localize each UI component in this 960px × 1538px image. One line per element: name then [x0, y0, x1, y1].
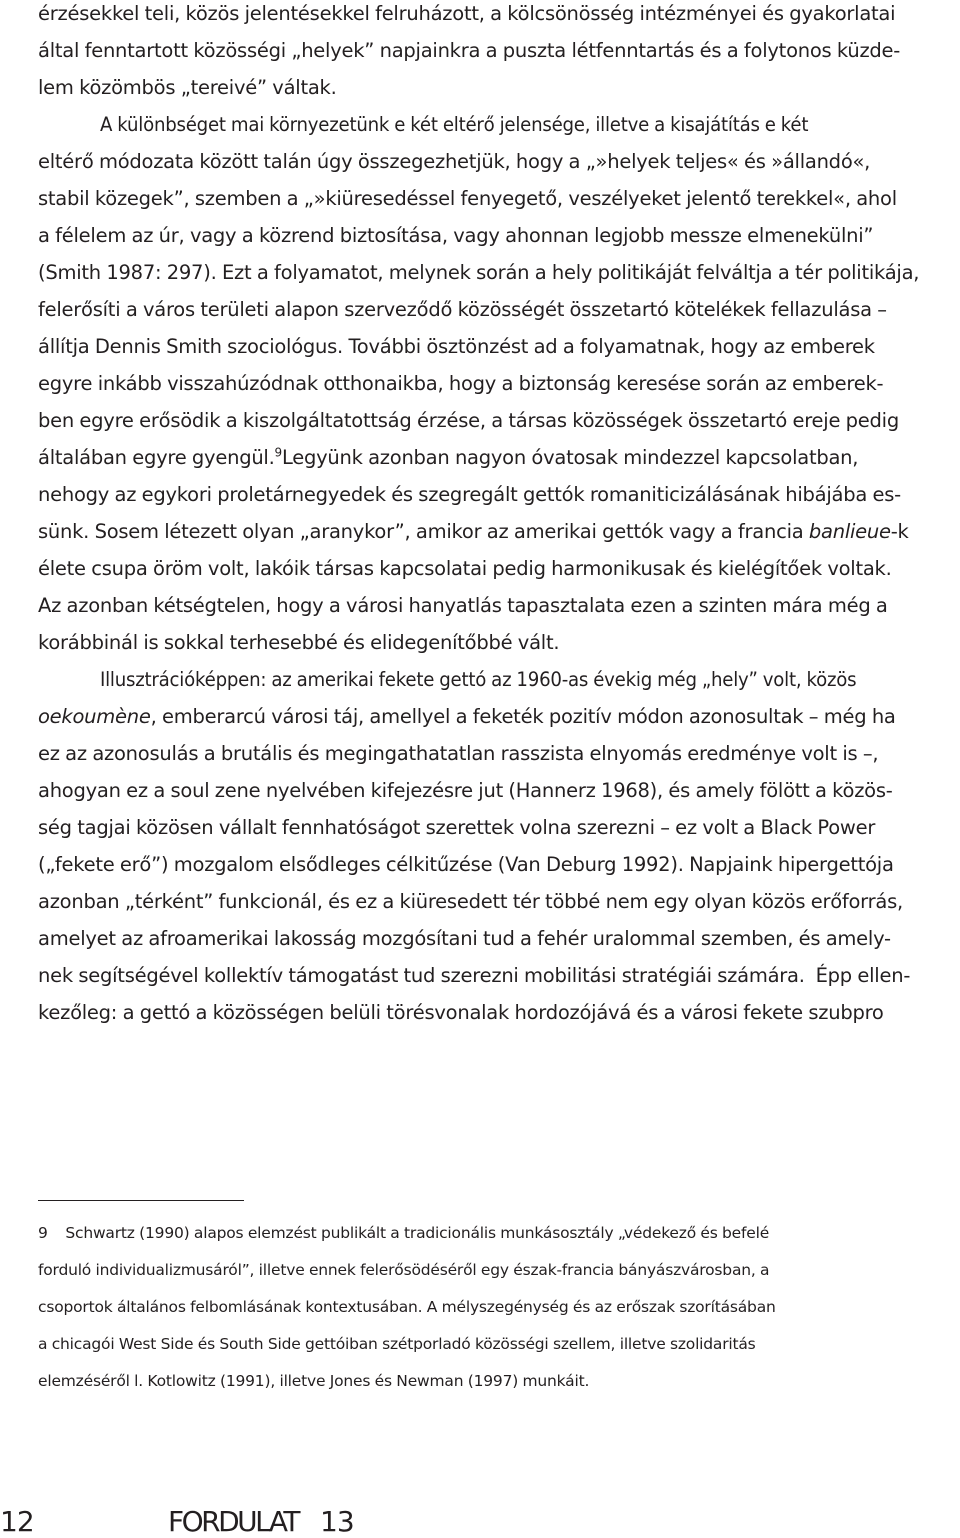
text-line: ség tagjai közösen vállalt fennhatóságot szerettek volna szerezni – ez volt a Black Power — [38, 816, 876, 839]
text-line: lem közömbös „tereivé” váltak. — [38, 76, 337, 99]
text-line: ahogyan ez a soul zene nyelvében kifejezésre jut (Hannerz 1968), és amely fölött a közös- — [38, 779, 893, 802]
text-line: korábbinál is sokkal terhesebbé és elidegenítőbbé vált. — [38, 631, 560, 654]
text-line: nek segítségével kollektív támogatást tud szerezni mobilitási stratégiái számára. Épp ellen- — [38, 964, 911, 987]
text-line: kezőleg: a gettó a közösségen belüli törésvonalak hordozójává és a városi fekete szubpro — [38, 1001, 884, 1024]
italic-term: banlieue — [808, 520, 891, 543]
text-line: élete csupa öröm volt, lakóik társas kapcsolatai pedig harmonikusak és kielégítőek voltak. — [38, 557, 892, 580]
footnote-line: csoportok általános felbomlásának kontextusában. A mélyszegénység és az erőszak szorításában — [38, 1298, 776, 1316]
text-line: állítja Dennis Smith szociológus. További ösztönzést ad a folyamatnak, hogy az emberek — [38, 335, 875, 358]
text-line: azonban „térként” funkcionál, és ez a kiüresedett tér többé nem egy olyan közös erőforrás, — [38, 890, 903, 913]
text-line: Az azonban kétségtelen, hogy a városi hanyatlás tapasztalata ezen a szinten mára még a — [38, 594, 888, 617]
text-line: felerősíti a város területi alapon szerveződő közösségét összetartó kötelékek fellazulása – — [38, 298, 887, 321]
journal-title: FORDULAT — [168, 1505, 298, 1538]
text-line: (Smith 1987: 297). Ezt a folyamatot, melynek során a hely politikáját felváltja a tér politikája, — [38, 261, 920, 284]
italic-term: oekoumène — [38, 705, 151, 728]
text-line: nehogy az egykori proletárnegyedek és szegregált gettók romaniticizálásának hibájába es- — [38, 483, 901, 506]
text-line: amelyet az afroamerikai lakosság mozgósítani tud a fehér uralommal szemben, és amely- — [38, 927, 891, 950]
footnote-divider — [38, 1200, 244, 1201]
footnote-marker: 9 — [274, 445, 282, 460]
text-line: sünk. Sosem létezett olyan „aranykor”, amikor az amerikai gettók vagy a francia banlieue-k — [38, 520, 909, 543]
text-line: érzésekkel teli, közös jelentésekkel felruházott, a kölcsönösség intézményei és gyakorlatai — [38, 2, 896, 25]
text-line: a félelem az úr, vagy a közrend biztosítása, vagy ahonnan legjobb messze elmenekülni” — [38, 224, 874, 247]
text-line: oekoumène, emberarcú városi táj, amellyel a feketék pozitív módon azonosultak – még ha — [38, 705, 896, 728]
text-line: által fenntartott közösségi „helyek” napjainkra a puszta létfenntartás és a folytonos küzde- — [38, 39, 901, 62]
page-number: 12 — [0, 1505, 34, 1538]
text-line: ben egyre erősödik a kiszolgáltatottság érzése, a társas közösségek összetartó ereje pedig — [38, 409, 899, 432]
text-line: („fekete erő”) mozgalom elsődleges célkitűzése (Van Deburg 1992). Napjaink hipergettója — [38, 853, 894, 876]
footnote-line: a chicagói West Side és South Side gettóiban szétporladó közösségi szellem, illetve szolidaritás — [38, 1335, 756, 1353]
footnote-line: 9 Schwartz (1990) alapos elemzést publikált a tradicionális munkásosztály „védekező és befelé — [38, 1224, 770, 1242]
text-line: eltérő módozata között talán úgy összegezhetjük, hogy a „»helyek teljes« és »állandó«, — [38, 150, 871, 173]
footnote-line: elemzéséről l. Kotlowitz (1991), illetve Jones és Newman (1997) munkáit. — [38, 1372, 590, 1390]
text-line: egyre inkább visszahúzódnak otthonaikba, hogy a biztonság keresése során az emberek- — [38, 372, 884, 395]
footnote-line: forduló individualizmusáról”, illetve ennek felerősödéséről egy észak-francia bányászvárosban, a — [38, 1261, 770, 1279]
text-line: általában egyre gyengül.$^9$Legyünk azonban nagyon óvatosak mindezzel kapcsolatban, — [38, 445, 859, 469]
text-line: stabil közegek”, szemben a „»kiüresedéssel fenyegető, veszélyeket jelentő terekkel«, ahol — [38, 187, 897, 210]
text-line: Illusztrációképpen: az amerikai fekete gettó az 1960-as évekig még „hely” volt, közös — [100, 668, 857, 691]
issue-number: 13 — [320, 1505, 354, 1538]
text-line: A különbséget mai környezetünk e két eltérő jelensége, illetve a kisajátítás e két — [100, 113, 809, 136]
text-line: ez az azonosulás a brutális és megingathatatlan rasszista elnyomás eredménye volt is –, — [38, 742, 879, 765]
